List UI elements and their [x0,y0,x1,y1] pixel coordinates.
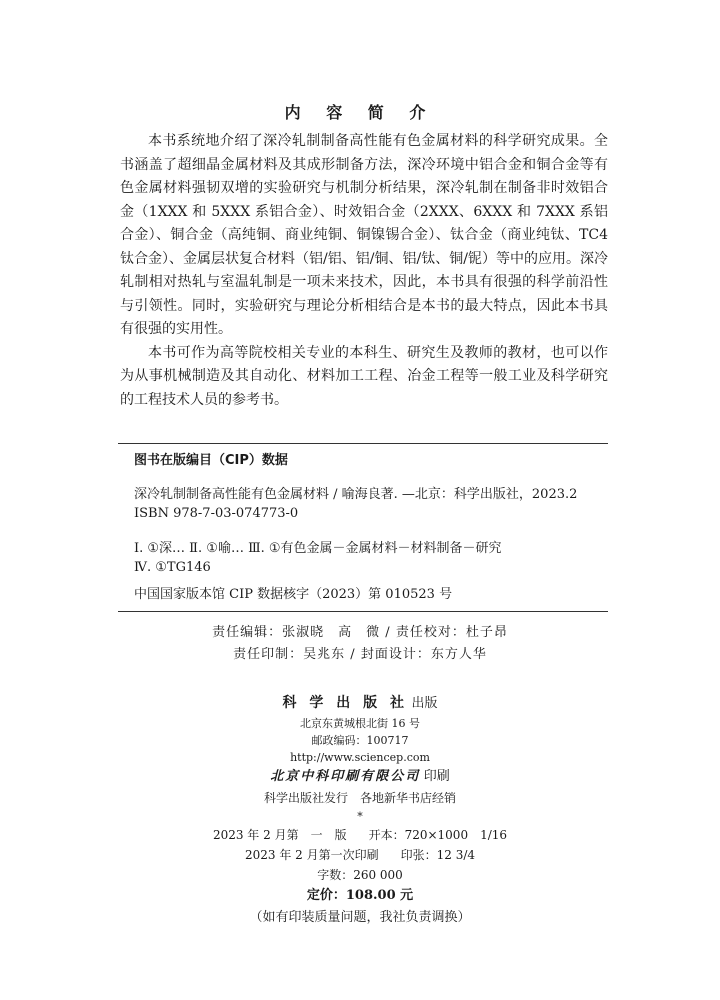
cip-block [118,443,608,612]
printer-line [0,766,720,788]
credits-production: 责任印制：吴兆东 / 封面设计：东方人华 [233,647,487,662]
cip-book-line: 深冷轧制制备高性能有色金属材料 / 喻海良著. —北京：科学出版社，2023.2 [134,487,578,502]
publisher-url: http://www.sciencep.com [290,751,430,764]
credits-editors: 责任编辑：张淑晓 高 微 / 责任校对：杜子昂 [212,625,508,640]
publisher-address: 北京东黄城根北街 16 号 [300,717,420,730]
page-title: 内 容 简 介 [284,103,436,122]
edition-line [0,825,720,845]
printing-date: 2023 年 2 月第一次印刷 [244,848,379,862]
printing-line [0,845,720,865]
cip-heading: 图书在版编目（CIP）数据 [134,453,288,468]
publisher-name: 科 学 出 版 社 [282,695,408,711]
cip-classification-1: Ⅰ. ①深… Ⅱ. ①喻… Ⅲ. ①有色金属－金属材料－材料制备－研究 [134,541,502,556]
publisher-suffix: 出版 [411,696,438,711]
imprint [0,692,720,929]
format-size: 开本：720×1000 1/16 [368,828,508,842]
price: 定价：108.00 元 [306,888,414,903]
credits [0,622,720,666]
word-count: 字数：260 000 [317,868,403,882]
summary-section [120,130,608,412]
printer-name: 北京中科印刷有限公司 [270,769,421,784]
cip-classification-2: Ⅳ. ①TG146 [134,560,211,575]
edition-date: 2023 年 2 月第 一 版 [212,828,347,842]
printed-sheets: 印张：12 3/4 [400,848,476,862]
publisher-postcode: 邮政编码：100717 [311,734,409,747]
distribution-line: 科学出版社发行 各地新华书店经销 [263,791,456,805]
summary-paragraph-2: 本书可作为高等院校相关专业的本科生、研究生及教师的教材，也可以作为从事机械制造及其自动化、材料加工工程、冶金工程等一般工业及科学研究的工程技术人员的参考书。 [120,344,608,408]
summary-paragraph-1: 本书系统地介绍了深冷轧制制备高性能有色金属材料的科学研究成果。全书涵盖了超细晶金属材料及其成形制备方法，深冷环境中铝合金和铜合金等有色金属材料强韧双增的实验研究与机制分析结果，深冷轧制在制备非时效铝合金（1XXX 和 5XXX 系铝合金）、时效铝合金（2XXX、6XXX 和 7XXX 系铝合金）、铜合金（高纯铜、商业纯铜、铜镍锡合金）、钛合金（商业纯钛、TC4 钛合金）、金属层状复合材料（铝/铝、铝/铜、铝/钛、铜/铌）等中的应用。深冷轧制相对热轧与室温轧制是一项未来技术，因此，本书具有很强的科学前沿性与引领性。同时，实验研究与理论分析相结合是本书的最大特点，因此本书具有很强的实用性。 [120,133,608,337]
publisher-line [0,692,720,715]
printer-suffix: 印刷 [423,769,450,784]
separator-star: * [357,810,363,823]
cip-record-number: 中国国家版本馆 CIP 数据核字（2023）第 010523 号 [118,583,608,612]
quality-notice: （如有印装质量问题，我社负责调换） [249,910,471,925]
cip-isbn: ISBN 978-7-03-074773-0 [134,506,299,521]
